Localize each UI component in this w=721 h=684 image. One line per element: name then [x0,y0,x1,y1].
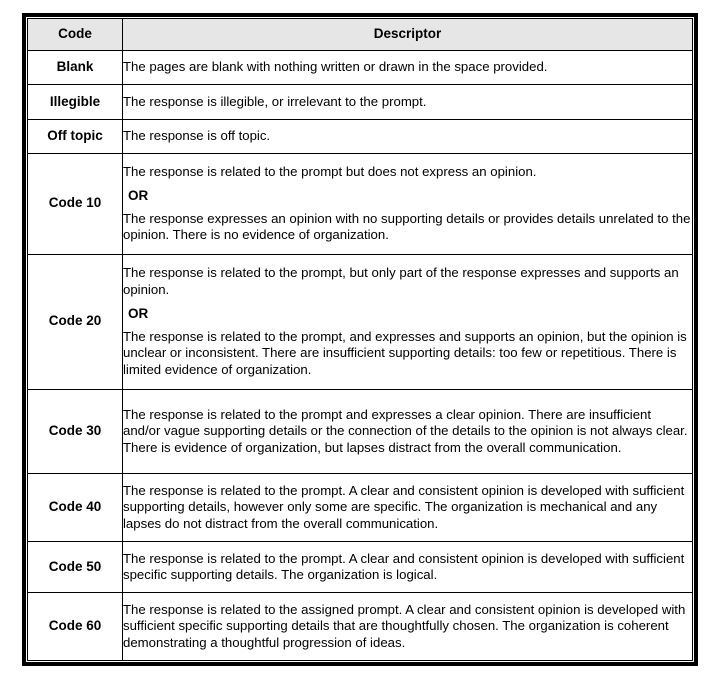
descriptor-text: The response is related to the prompt but does not express an opinion. [123,163,537,179]
descriptor-cell [123,51,693,85]
code-cell: Code 30 [28,389,123,474]
code-cell: Code 20 [28,254,123,389]
code-cell: Illegible [28,85,123,119]
scoring-rubric-table [27,18,693,661]
descriptor-cell [123,254,693,389]
descriptor-text: The response is related to the prompt, and expresses and supports an opinion, but the opinion is unclear or inconsistent. There are insufficient supporting details: too few or repetitious. There is limited evidence of organization. [123,328,687,377]
code-cell: Blank [28,51,123,85]
descriptor-text: The response is off topic. [123,127,271,143]
table-header-row [28,19,693,51]
code-cell: Code 40 [28,474,123,542]
table-row [28,153,693,254]
descriptor-cell [123,119,693,153]
descriptor-text: The response is related to the prompt, but only part of the response expresses and supports an opinion. [123,265,679,297]
code-cell: Off topic [28,119,123,153]
column-header-code: Code [28,19,123,51]
table-row [28,593,693,661]
table-row [28,51,693,85]
descriptor-text: The response is related to the prompt. A clear and consistent opinion is developed with sufficient specific supporting details. The organization is logical. [123,550,685,583]
table-row [28,119,693,153]
descriptor-cell [123,474,693,542]
descriptor-text: The pages are blank with nothing written or drawn in the space provided. [123,59,548,75]
descriptor-text: The response is related to the assigned prompt. A clear and consistent opinion is developed with sufficient specific supporting details that are thoughtfully chosen. The organization is coherent demonstrating a thoughtful progression of ideas. [123,601,686,650]
code-cell: Code 50 [28,541,123,592]
descriptor-text: The response is related to the prompt and expresses a clear opinion. There are insufficient and/or vague supporting details or the connection of the details to the opinion is not always clear. There is evidence of organization, but lapses distract from the overall communication. [123,406,688,455]
or-separator: OR [128,306,149,322]
or-separator: OR [128,188,149,204]
code-cell: Code 10 [28,153,123,254]
table-row [28,389,693,474]
table-row [28,474,693,542]
descriptor-text: The response is related to the prompt. A clear and consistent opinion is developed with sufficient supporting details, however only some are specific. The organization is mechanical and any lapses do not distract from the overall communication. [123,482,685,531]
descriptor-cell [123,85,693,119]
descriptor-cell [123,153,693,254]
descriptor-cell [123,541,693,592]
table-row [28,254,693,389]
descriptor-text: The response expresses an opinion with no supporting details or provides details unrelated to the opinion. There is no evidence of organization. [123,210,691,243]
code-cell: Code 60 [28,593,123,661]
column-header-descriptor: Descriptor [123,19,693,51]
descriptor-text: The response is illegible, or irrelevant to the prompt. [123,93,427,109]
descriptor-cell [123,593,693,661]
table-row [28,85,693,119]
table-row [28,541,693,592]
descriptor-cell [123,389,693,474]
rubric-table-frame [22,13,698,666]
